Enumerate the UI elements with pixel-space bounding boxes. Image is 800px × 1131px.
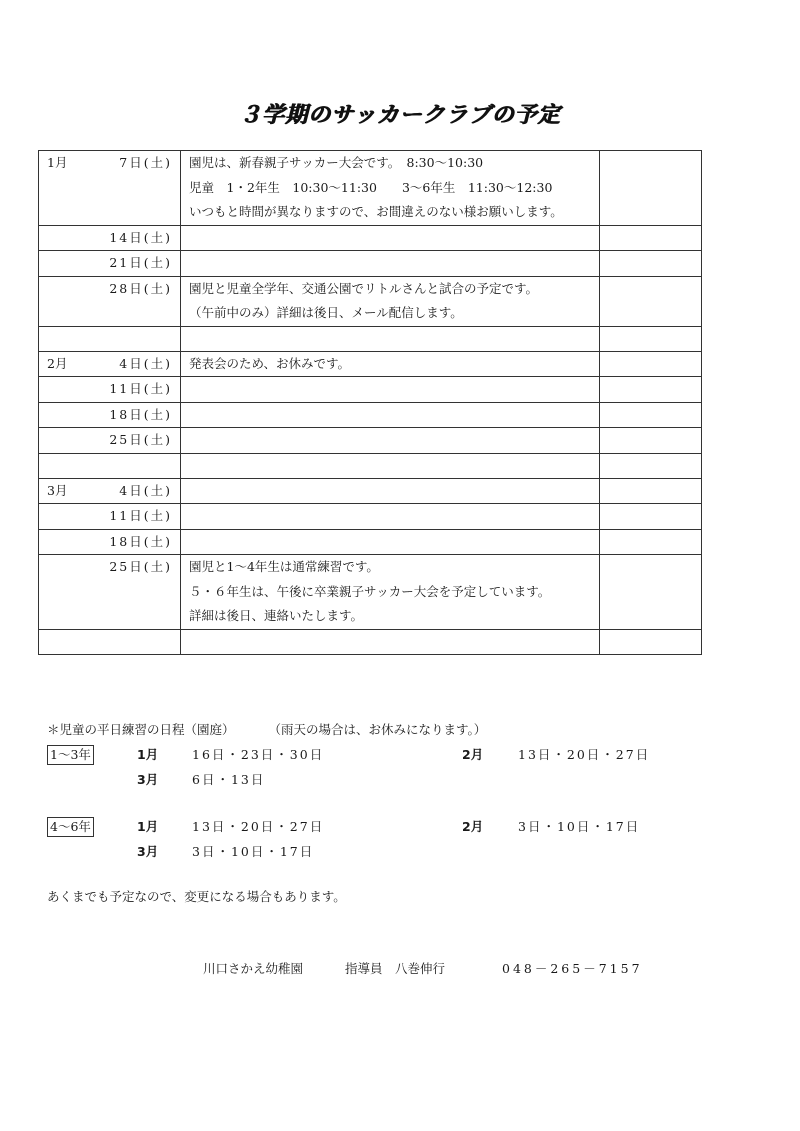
page-title: ３学期のサッカークラブの予定 [239, 103, 561, 128]
event-text [181, 530, 599, 555]
month-label: 1月 [137, 819, 159, 834]
event-text: ５・６年生は、午後に卒業親子サッカー大会を予定しています。 [189, 583, 551, 599]
month-label: 1月 [137, 747, 159, 762]
event-cell [181, 351, 600, 377]
footer-instructor: 指導員 八巻伸行 [345, 961, 446, 976]
day-label: 4日(土) [119, 355, 172, 371]
rain-note: （雨天の場合は、お休みになります。） [268, 722, 487, 737]
empty-cell [181, 453, 600, 478]
notes-cell [600, 225, 702, 251]
notes-cell [600, 428, 702, 454]
notes-cell [600, 478, 702, 504]
schedule-row [39, 377, 702, 403]
footer-school: 川口さかえ幼稚園 [203, 961, 304, 976]
date-cell [39, 225, 181, 251]
day-label: 21日(土) [109, 255, 172, 270]
footer-phone: 048－265－7157 [502, 961, 643, 976]
event-cell [181, 276, 600, 326]
practice-dates: 3日・10日・17日 [518, 819, 641, 834]
date-cell [39, 377, 181, 403]
schedule-row [39, 225, 702, 251]
event-text: 園児と児童全学年、交通公園でリトルさんと試合の予定です。 [189, 280, 539, 296]
event-cell [181, 251, 600, 277]
schedule-row [39, 529, 702, 555]
date-cell [39, 529, 181, 555]
schedule-row [39, 478, 702, 504]
grade-label-1-3: 1～3年 [47, 745, 94, 765]
event-text: 発表会のため、お休みです。 [189, 355, 351, 371]
day-label: 14日(土) [109, 229, 172, 245]
date-cell [39, 555, 181, 630]
event-cell [181, 151, 600, 226]
day-label: 28日(土) [109, 280, 172, 296]
day-label: 25日(土) [109, 432, 172, 447]
grade-label-4-6: 4～6年 [47, 817, 94, 837]
month-label: 1月 [47, 155, 68, 170]
event-cell [181, 555, 600, 630]
date-cell [39, 504, 181, 530]
notes-cell [600, 529, 702, 555]
empty-cell [39, 629, 181, 654]
schedule-row [39, 276, 702, 326]
month-label: 2月 [47, 355, 68, 371]
event-cell [181, 428, 600, 454]
event-text: 詳細は後日、連絡いたします。 [189, 608, 364, 623]
date-cell [39, 151, 181, 226]
event-cell [181, 529, 600, 555]
practice-dates: 3日・10日・17日 [192, 844, 315, 859]
empty-cell [39, 453, 181, 478]
date-cell [39, 428, 181, 454]
notes-cell [600, 151, 702, 226]
event-cell [181, 225, 600, 251]
practice-dates: 6日・13日 [192, 772, 266, 787]
month-label: 3月 [137, 844, 159, 859]
date-cell [39, 251, 181, 277]
schedule-spacer-row [39, 629, 702, 654]
day-label: 18日(土) [109, 406, 172, 422]
practice-dates: 13日・20日・27日 [192, 819, 325, 834]
event-text [181, 251, 599, 276]
notes-cell [600, 402, 702, 428]
event-text [181, 504, 599, 529]
empty-cell [181, 629, 600, 654]
weekday-practice-heading [47, 720, 486, 738]
event-text: いつもと時間が異なりますので、お間違えのない様お願いします。 [189, 204, 563, 219]
day-label: 7日(土) [119, 155, 172, 170]
empty-cell [600, 629, 702, 654]
schedule-row [39, 555, 702, 630]
event-text: 児童 1・2年生 10:30～11:30 3～6年生 11:30～12:30 [189, 179, 553, 195]
notes-cell [600, 555, 702, 630]
schedule-row [39, 402, 702, 428]
event-cell [181, 504, 600, 530]
schedule-row [39, 251, 702, 277]
event-text [181, 479, 599, 504]
event-text [181, 428, 599, 453]
event-text: 園児は、新春親子サッカー大会です。 8:30～10:30 [189, 155, 484, 170]
practice-dates: 13日・20日・27日 [518, 747, 651, 762]
date-cell [39, 276, 181, 326]
day-label: 18日(土) [109, 533, 172, 549]
month-label: 2月 [462, 747, 484, 762]
schedule-table [38, 150, 702, 655]
event-cell [181, 478, 600, 504]
schedule-row [39, 504, 702, 530]
empty-cell [39, 326, 181, 351]
change-note: あくまでも予定なので、変更になる場合もあります。 [47, 889, 346, 904]
schedule-spacer-row [39, 326, 702, 351]
month-label: 3月 [137, 772, 159, 787]
event-cell [181, 402, 600, 428]
practice-dates: 16日・23日・30日 [192, 747, 325, 762]
month-label: 2月 [462, 819, 484, 834]
empty-cell [600, 326, 702, 351]
schedule-row [39, 351, 702, 377]
event-text: 園児と1～4年生は通常練習です。 [189, 559, 379, 574]
notes-cell [600, 351, 702, 377]
event-text [181, 403, 599, 428]
month-label: 3月 [47, 482, 68, 498]
schedule-row [39, 428, 702, 454]
notes-cell [600, 377, 702, 403]
date-cell [39, 351, 181, 377]
schedule-row [39, 151, 702, 226]
day-label: 4日(土) [119, 482, 172, 498]
event-text [181, 377, 599, 402]
weekday-heading: ＊児童の平日練習の日程（園庭） [47, 722, 235, 737]
empty-cell [181, 326, 600, 351]
event-text [181, 226, 599, 251]
event-cell [181, 377, 600, 403]
notes-cell [600, 276, 702, 326]
day-label: 11日(土) [109, 508, 172, 523]
date-cell [39, 478, 181, 504]
day-label: 11日(土) [109, 381, 172, 396]
notes-cell [600, 504, 702, 530]
event-text: （午前中のみ）詳細は後日、メール配信します。 [189, 305, 463, 320]
empty-cell [600, 453, 702, 478]
day-label: 25日(土) [109, 559, 172, 574]
schedule-spacer-row [39, 453, 702, 478]
date-cell [39, 402, 181, 428]
notes-cell [600, 251, 702, 277]
